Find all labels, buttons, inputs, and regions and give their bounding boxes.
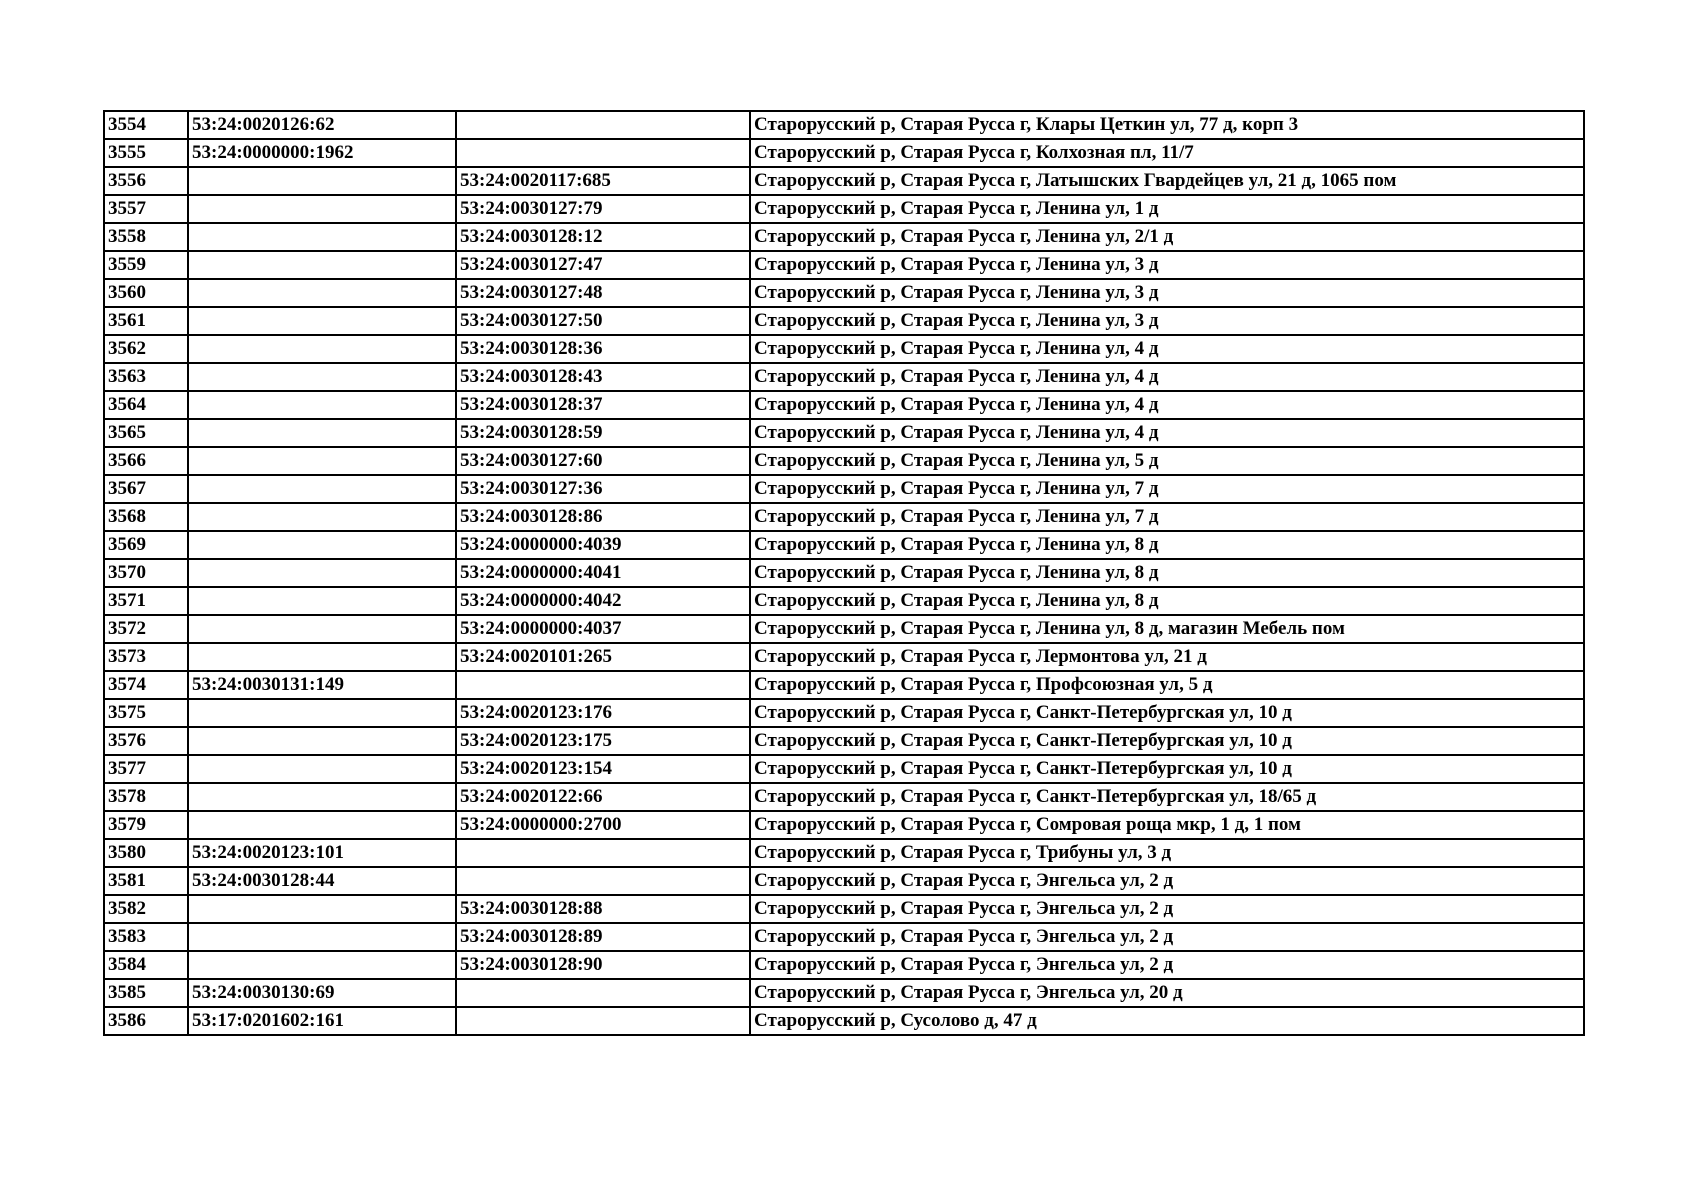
building-cadastral-number-cell: 53:24:0030127:47 xyxy=(456,251,750,279)
table-row xyxy=(104,335,1584,363)
building-cadastral-number-cell xyxy=(456,111,750,139)
building-cadastral-number-cell: 53:24:0030128:88 xyxy=(456,895,750,923)
row-number-cell: 3564 xyxy=(104,391,188,419)
row-number-cell: 3555 xyxy=(104,139,188,167)
table-row xyxy=(104,475,1584,503)
row-number-cell: 3584 xyxy=(104,951,188,979)
table-row xyxy=(104,1007,1584,1035)
cadastral-number-cell xyxy=(188,363,456,391)
table-row xyxy=(104,559,1584,587)
row-number-cell: 3565 xyxy=(104,419,188,447)
row-number-cell: 3569 xyxy=(104,531,188,559)
building-cadastral-number-cell xyxy=(456,839,750,867)
address-cell: Старорусский р, Старая Русса г, Ленина ул, 7 д xyxy=(750,475,1584,503)
row-number-cell: 3576 xyxy=(104,727,188,755)
address-cell: Старорусский р, Старая Русса г, Ленина ул, 3 д xyxy=(750,307,1584,335)
row-number-cell: 3578 xyxy=(104,783,188,811)
address-cell: Старорусский р, Старая Русса г, Ленина ул, 3 д xyxy=(750,279,1584,307)
address-cell: Старорусский р, Сусолово д, 47 д xyxy=(750,1007,1584,1035)
document-page xyxy=(103,110,1583,1036)
table-row xyxy=(104,223,1584,251)
cadastral-number-cell: 53:24:0000000:1962 xyxy=(188,139,456,167)
address-cell: Старорусский р, Старая Русса г, Санкт-Петербургская ул, 18/65 д xyxy=(750,783,1584,811)
address-cell: Старорусский р, Старая Русса г, Лермонтова ул, 21 д xyxy=(750,643,1584,671)
row-number-cell: 3577 xyxy=(104,755,188,783)
row-number-cell: 3579 xyxy=(104,811,188,839)
table-row xyxy=(104,951,1584,979)
row-number-cell: 3554 xyxy=(104,111,188,139)
row-number-cell: 3586 xyxy=(104,1007,188,1035)
table-row xyxy=(104,895,1584,923)
address-cell: Старорусский р, Старая Русса г, Ленина ул, 8 д, магазин Мебель пом xyxy=(750,615,1584,643)
table-row xyxy=(104,643,1584,671)
address-cell: Старорусский р, Старая Русса г, Латышских Гвардейцев ул, 21 д, 1065 пом xyxy=(750,167,1584,195)
row-number-cell: 3557 xyxy=(104,195,188,223)
row-number-cell: 3561 xyxy=(104,307,188,335)
table-row xyxy=(104,783,1584,811)
table-row xyxy=(104,363,1584,391)
row-number-cell: 3581 xyxy=(104,867,188,895)
cadastral-number-cell: 53:17:0201602:161 xyxy=(188,1007,456,1035)
property-table xyxy=(103,110,1585,1036)
address-cell: Старорусский р, Старая Русса г, Энгельса ул, 2 д xyxy=(750,867,1584,895)
table-row xyxy=(104,447,1584,475)
cadastral-number-cell: 53:24:0030131:149 xyxy=(188,671,456,699)
building-cadastral-number-cell: 53:24:0030128:43 xyxy=(456,363,750,391)
table-row xyxy=(104,167,1584,195)
building-cadastral-number-cell: 53:24:0020101:265 xyxy=(456,643,750,671)
address-cell: Старорусский р, Старая Русса г, Трибуны ул, 3 д xyxy=(750,839,1584,867)
building-cadastral-number-cell: 53:24:0030128:86 xyxy=(456,503,750,531)
table-row xyxy=(104,251,1584,279)
cadastral-number-cell xyxy=(188,167,456,195)
address-cell: Старорусский р, Старая Русса г, Профсоюзная ул, 5 д xyxy=(750,671,1584,699)
building-cadastral-number-cell: 53:24:0030128:37 xyxy=(456,391,750,419)
building-cadastral-number-cell: 53:24:0030128:12 xyxy=(456,223,750,251)
address-cell: Старорусский р, Старая Русса г, Ленина ул, 4 д xyxy=(750,335,1584,363)
address-cell: Старорусский р, Старая Русса г, Энгельса ул, 2 д xyxy=(750,951,1584,979)
address-cell: Старорусский р, Старая Русса г, Санкт-Петербургская ул, 10 д xyxy=(750,699,1584,727)
cadastral-number-cell: 53:24:0020123:101 xyxy=(188,839,456,867)
building-cadastral-number-cell: 53:24:0020123:154 xyxy=(456,755,750,783)
address-cell: Старорусский р, Старая Русса г, Энгельса ул, 2 д xyxy=(750,923,1584,951)
row-number-cell: 3562 xyxy=(104,335,188,363)
table-row xyxy=(104,923,1584,951)
table-row xyxy=(104,839,1584,867)
table-row xyxy=(104,111,1584,139)
table-row xyxy=(104,867,1584,895)
table-row xyxy=(104,727,1584,755)
building-cadastral-number-cell: 53:24:0000000:2700 xyxy=(456,811,750,839)
cadastral-number-cell xyxy=(188,251,456,279)
building-cadastral-number-cell: 53:24:0020117:685 xyxy=(456,167,750,195)
building-cadastral-number-cell: 53:24:0020123:175 xyxy=(456,727,750,755)
table-row xyxy=(104,755,1584,783)
cadastral-number-cell xyxy=(188,643,456,671)
building-cadastral-number-cell: 53:24:0030128:36 xyxy=(456,335,750,363)
address-cell: Старорусский р, Старая Русса г, Клары Цеткин ул, 77 д, корп 3 xyxy=(750,111,1584,139)
building-cadastral-number-cell: 53:24:0030128:89 xyxy=(456,923,750,951)
table-body xyxy=(104,111,1584,1035)
building-cadastral-number-cell: 53:24:0000000:4042 xyxy=(456,587,750,615)
table-row xyxy=(104,195,1584,223)
cadastral-number-cell xyxy=(188,755,456,783)
cadastral-number-cell: 53:24:0030128:44 xyxy=(188,867,456,895)
address-cell: Старорусский р, Старая Русса г, Энгельса ул, 20 д xyxy=(750,979,1584,1007)
row-number-cell: 3559 xyxy=(104,251,188,279)
cadastral-number-cell xyxy=(188,951,456,979)
address-cell: Старорусский р, Старая Русса г, Ленина ул, 4 д xyxy=(750,419,1584,447)
building-cadastral-number-cell: 53:24:0000000:4041 xyxy=(456,559,750,587)
row-number-cell: 3582 xyxy=(104,895,188,923)
cadastral-number-cell: 53:24:0030130:69 xyxy=(188,979,456,1007)
address-cell: Старорусский р, Старая Русса г, Ленина ул, 4 д xyxy=(750,363,1584,391)
table-row xyxy=(104,419,1584,447)
building-cadastral-number-cell: 53:24:0000000:4037 xyxy=(456,615,750,643)
cadastral-number-cell xyxy=(188,587,456,615)
address-cell: Старорусский р, Старая Русса г, Энгельса ул, 2 д xyxy=(750,895,1584,923)
address-cell: Старорусский р, Старая Русса г, Ленина ул, 8 д xyxy=(750,531,1584,559)
building-cadastral-number-cell: 53:24:0000000:4039 xyxy=(456,531,750,559)
address-cell: Старорусский р, Старая Русса г, Сомровая роща мкр, 1 д, 1 пом xyxy=(750,811,1584,839)
building-cadastral-number-cell: 53:24:0030127:60 xyxy=(456,447,750,475)
row-number-cell: 3566 xyxy=(104,447,188,475)
table-row xyxy=(104,307,1584,335)
cadastral-number-cell xyxy=(188,895,456,923)
cadastral-number-cell: 53:24:0020126:62 xyxy=(188,111,456,139)
table-row xyxy=(104,391,1584,419)
address-cell: Старорусский р, Старая Русса г, Ленина ул, 2/1 д xyxy=(750,223,1584,251)
building-cadastral-number-cell xyxy=(456,979,750,1007)
building-cadastral-number-cell xyxy=(456,139,750,167)
building-cadastral-number-cell: 53:24:0020122:66 xyxy=(456,783,750,811)
building-cadastral-number-cell xyxy=(456,671,750,699)
row-number-cell: 3580 xyxy=(104,839,188,867)
address-cell: Старорусский р, Старая Русса г, Ленина ул, 4 д xyxy=(750,391,1584,419)
table-row xyxy=(104,671,1584,699)
row-number-cell: 3570 xyxy=(104,559,188,587)
address-cell: Старорусский р, Старая Русса г, Ленина ул, 7 д xyxy=(750,503,1584,531)
cadastral-number-cell xyxy=(188,195,456,223)
row-number-cell: 3574 xyxy=(104,671,188,699)
cadastral-number-cell xyxy=(188,699,456,727)
cadastral-number-cell xyxy=(188,223,456,251)
cadastral-number-cell xyxy=(188,783,456,811)
table-row xyxy=(104,503,1584,531)
row-number-cell: 3575 xyxy=(104,699,188,727)
cadastral-number-cell xyxy=(188,335,456,363)
cadastral-number-cell xyxy=(188,615,456,643)
row-number-cell: 3571 xyxy=(104,587,188,615)
table-row xyxy=(104,139,1584,167)
table-row xyxy=(104,979,1584,1007)
address-cell: Старорусский р, Старая Русса г, Ленина ул, 8 д xyxy=(750,559,1584,587)
address-cell: Старорусский р, Старая Русса г, Ленина ул, 3 д xyxy=(750,251,1584,279)
cadastral-number-cell xyxy=(188,419,456,447)
cadastral-number-cell xyxy=(188,923,456,951)
cadastral-number-cell xyxy=(188,447,456,475)
row-number-cell: 3556 xyxy=(104,167,188,195)
row-number-cell: 3563 xyxy=(104,363,188,391)
building-cadastral-number-cell: 53:24:0030128:90 xyxy=(456,951,750,979)
row-number-cell: 3573 xyxy=(104,643,188,671)
cadastral-number-cell xyxy=(188,811,456,839)
table-row xyxy=(104,531,1584,559)
building-cadastral-number-cell: 53:24:0020123:176 xyxy=(456,699,750,727)
cadastral-number-cell xyxy=(188,391,456,419)
table-row xyxy=(104,615,1584,643)
cadastral-number-cell xyxy=(188,559,456,587)
address-cell: Старорусский р, Старая Русса г, Санкт-Петербургская ул, 10 д xyxy=(750,755,1584,783)
table-row xyxy=(104,587,1584,615)
table-row xyxy=(104,811,1584,839)
row-number-cell: 3585 xyxy=(104,979,188,1007)
row-number-cell: 3567 xyxy=(104,475,188,503)
building-cadastral-number-cell xyxy=(456,867,750,895)
cadastral-number-cell xyxy=(188,727,456,755)
address-cell: Старорусский р, Старая Русса г, Ленина ул, 8 д xyxy=(750,587,1584,615)
address-cell: Старорусский р, Старая Русса г, Санкт-Петербургская ул, 10 д xyxy=(750,727,1584,755)
row-number-cell: 3560 xyxy=(104,279,188,307)
building-cadastral-number-cell: 53:24:0030127:36 xyxy=(456,475,750,503)
table-row xyxy=(104,279,1584,307)
row-number-cell: 3558 xyxy=(104,223,188,251)
row-number-cell: 3572 xyxy=(104,615,188,643)
cadastral-number-cell xyxy=(188,279,456,307)
building-cadastral-number-cell: 53:24:0030127:50 xyxy=(456,307,750,335)
table-row xyxy=(104,699,1584,727)
row-number-cell: 3568 xyxy=(104,503,188,531)
address-cell: Старорусский р, Старая Русса г, Ленина ул, 5 д xyxy=(750,447,1584,475)
building-cadastral-number-cell: 53:24:0030127:48 xyxy=(456,279,750,307)
cadastral-number-cell xyxy=(188,531,456,559)
cadastral-number-cell xyxy=(188,475,456,503)
cadastral-number-cell xyxy=(188,503,456,531)
address-cell: Старорусский р, Старая Русса г, Колхозная пл, 11/7 xyxy=(750,139,1584,167)
cadastral-number-cell xyxy=(188,307,456,335)
building-cadastral-number-cell xyxy=(456,1007,750,1035)
building-cadastral-number-cell: 53:24:0030127:79 xyxy=(456,195,750,223)
building-cadastral-number-cell: 53:24:0030128:59 xyxy=(456,419,750,447)
row-number-cell: 3583 xyxy=(104,923,188,951)
address-cell: Старорусский р, Старая Русса г, Ленина ул, 1 д xyxy=(750,195,1584,223)
